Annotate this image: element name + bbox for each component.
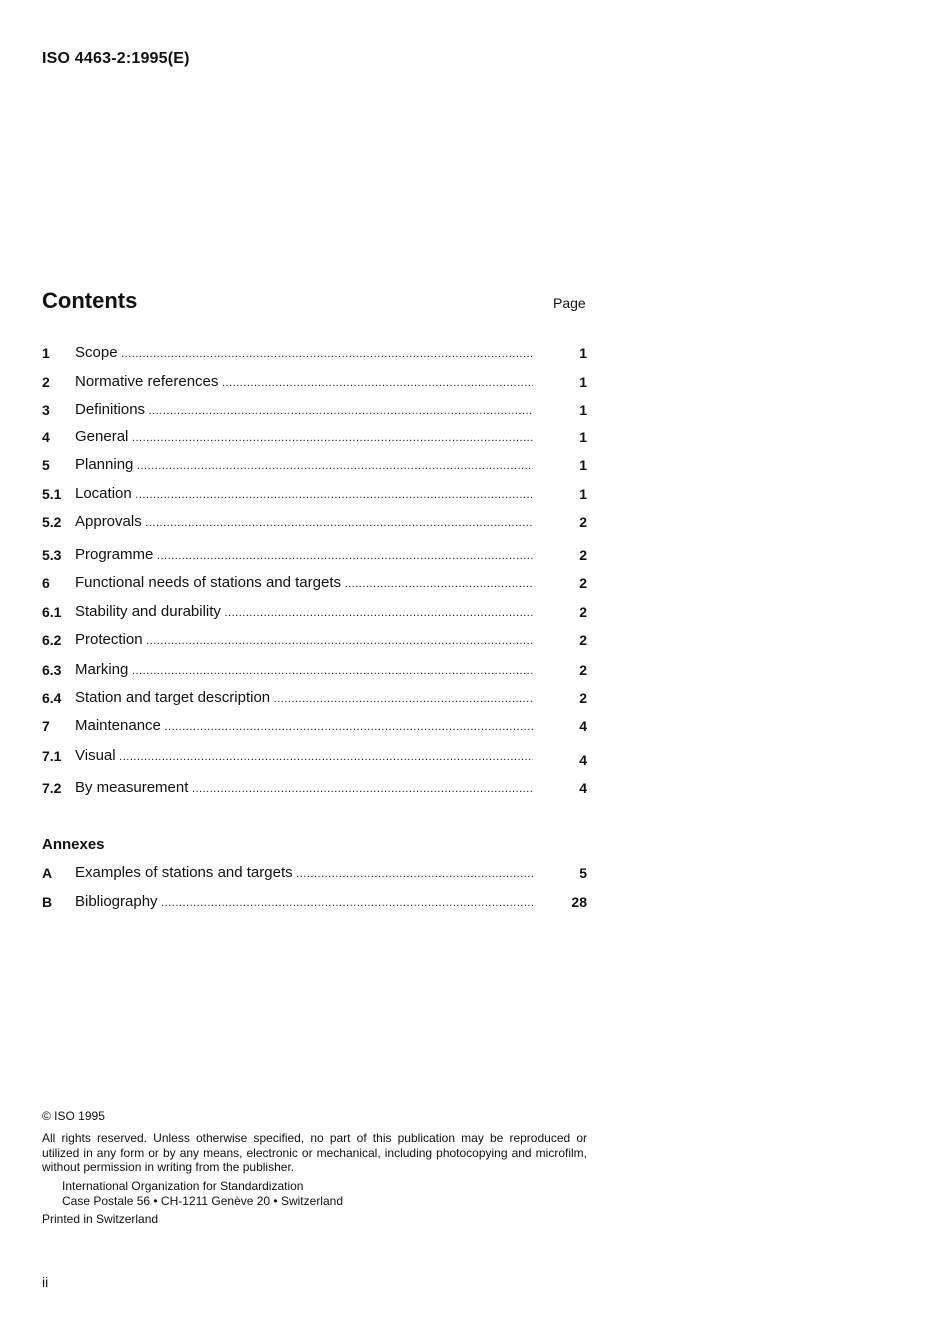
publisher-name: International Organization for Standardization <box>62 1179 304 1193</box>
toc-page: 5 <box>579 865 587 881</box>
toc-entry-4[interactable] <box>42 427 587 447</box>
toc-page: 2 <box>579 575 587 591</box>
toc-title: Protection ..... <box>75 630 533 651</box>
toc-number: 6.2 <box>42 632 62 648</box>
toc-title: Marking ..... <box>75 660 533 681</box>
toc-entry-1[interactable] <box>42 343 587 363</box>
toc-entry-6[interactable] <box>42 573 587 593</box>
toc-title: Definitions ..... <box>75 400 533 421</box>
toc-entry-7-2[interactable] <box>42 778 587 798</box>
rights-statement: All rights reserved. Unless otherwise specified, no part of this publication may be reproduced or utilized in any form or by any means, electronic or mechanical, including photocopying and microfilm, without permission in writing from the publisher. <box>42 1131 587 1174</box>
toc-entry-5-2[interactable] <box>42 512 587 532</box>
toc-title: Approvals ..... <box>75 512 533 533</box>
toc-title: Functional needs of stations and targets ..... <box>75 573 533 594</box>
annex-entry-b[interactable] <box>42 892 587 912</box>
toc-page: 1 <box>579 402 587 418</box>
toc-entry-6-1[interactable] <box>42 602 587 622</box>
toc-page: 1 <box>579 345 587 361</box>
toc-title: Programme ..... <box>75 545 533 566</box>
toc-title: Planning ..... <box>75 455 533 476</box>
toc-entry-5[interactable] <box>42 455 587 475</box>
toc-number: 4 <box>42 429 50 445</box>
toc-number: 5.3 <box>42 547 62 563</box>
toc-entry-5-1[interactable] <box>42 484 587 504</box>
toc-page: 1 <box>579 486 587 502</box>
toc-number: 6.1 <box>42 604 62 620</box>
toc-entry-7[interactable] <box>42 716 587 736</box>
toc-page: 1 <box>579 457 587 473</box>
toc-entry-7-1[interactable] <box>42 746 587 766</box>
toc-number: 7.1 <box>42 748 62 764</box>
toc-page: 4 <box>579 718 587 734</box>
toc-title: Examples of stations and targets ..... <box>75 863 533 884</box>
page-number: ii <box>42 1274 49 1290</box>
toc-page: 2 <box>579 604 587 620</box>
toc-number: 1 <box>42 345 50 361</box>
toc-page: 1 <box>579 429 587 445</box>
toc-title: Stability and durability ..... <box>75 602 533 623</box>
toc-number: 5.2 <box>42 514 62 530</box>
toc-number: 5.1 <box>42 486 62 502</box>
toc-title: Station and target description ..... <box>75 688 533 709</box>
annexes-heading: Annexes <box>42 836 105 853</box>
toc-title: Location ..... <box>75 484 533 505</box>
publisher-postal: Case Postale 56 • CH-1211 Genève 20 • Switzerland <box>62 1193 343 1208</box>
toc-title: Bibliography ..... <box>75 892 533 913</box>
contents-title: Contents <box>42 288 138 313</box>
toc-page: 2 <box>579 632 587 648</box>
toc-page: 1 <box>579 374 587 390</box>
toc-entry-6-3[interactable] <box>42 660 587 680</box>
copyright-notice: © ISO 1995 <box>42 1109 105 1123</box>
annex-entry-a[interactable] <box>42 863 587 883</box>
toc-number: 5 <box>42 457 50 473</box>
toc-number: 3 <box>42 402 50 418</box>
toc-title: Scope ..... <box>75 343 533 364</box>
toc-number: A <box>42 865 53 881</box>
toc-entry-3[interactable] <box>42 400 587 420</box>
toc-page: 4 <box>579 780 587 796</box>
toc-number: 7 <box>42 718 50 734</box>
toc-number: 6 <box>42 575 50 591</box>
toc-title: Visual ..... <box>75 746 533 767</box>
toc-title: General ..... <box>75 427 533 448</box>
toc-number: 6.3 <box>42 662 62 678</box>
toc-page: 28 <box>571 894 587 910</box>
toc-title: Normative references ..... <box>75 372 533 393</box>
toc-title: By measurement ..... <box>75 778 533 799</box>
toc-entry-6-2[interactable] <box>42 630 587 650</box>
toc-number: B <box>42 894 53 910</box>
document-id: ISO 4463-2:1995(E) <box>42 50 190 67</box>
toc-entry-5-3[interactable] <box>42 545 587 565</box>
toc-title: Maintenance ..... <box>75 716 533 737</box>
toc-entry-6-4[interactable] <box>42 688 587 708</box>
toc-number: 2 <box>42 374 50 390</box>
toc-entry-2[interactable] <box>42 372 587 392</box>
toc-page: 4 <box>579 752 587 768</box>
toc-page: 2 <box>579 690 587 706</box>
page-column-label: Page <box>553 295 586 311</box>
toc-page: 2 <box>579 662 587 678</box>
toc-page: 2 <box>579 514 587 530</box>
printed-in: Printed in Switzerland <box>42 1212 159 1226</box>
toc-page: 2 <box>579 547 587 563</box>
publisher-address <box>62 1179 343 1208</box>
toc-number: 6.4 <box>42 690 62 706</box>
toc-number: 7.2 <box>42 780 62 796</box>
